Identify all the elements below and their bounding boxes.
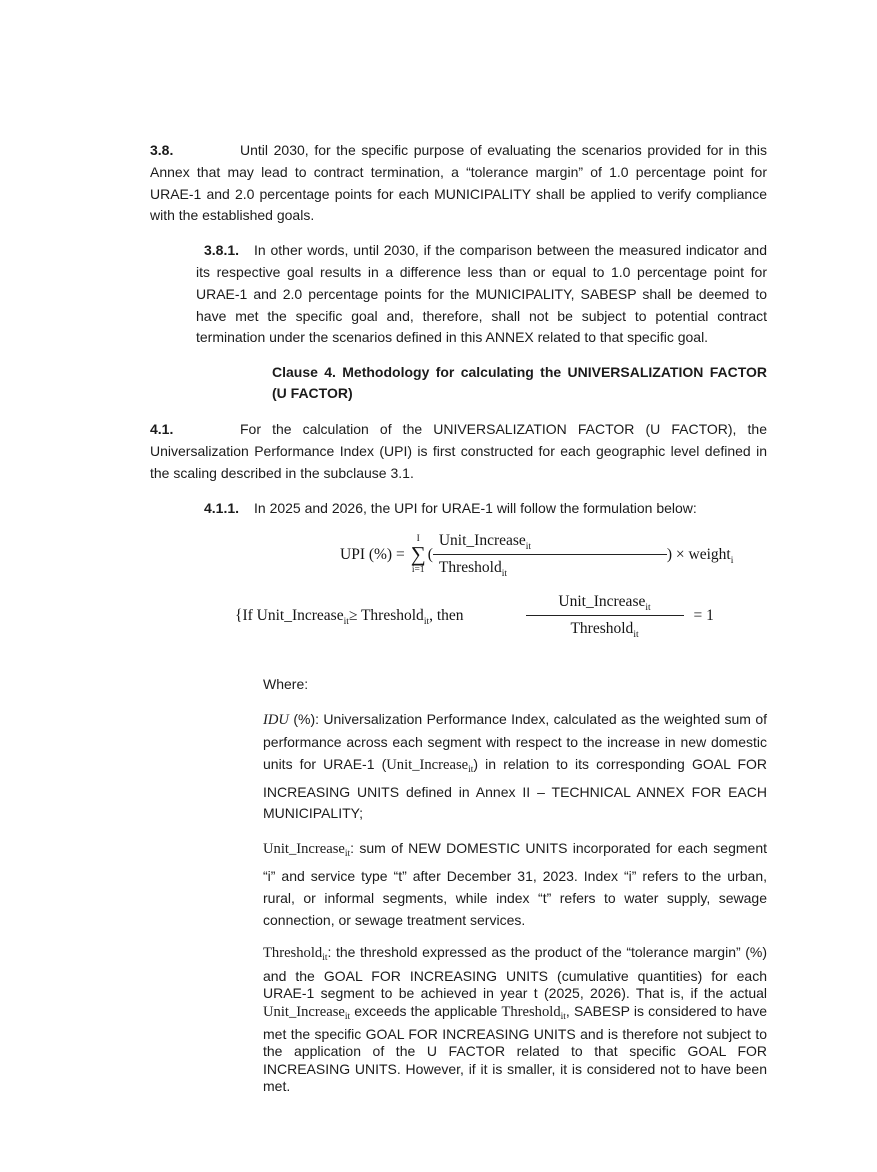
unit-increase-body: : sum of NEW DOMESTIC UNITS incorporated for each segment “i” and service type “t” after December 31, 2023. Index “i” refers to the urban, rural, or informal segments, while index “t” refers to water supply, sewage connection, or sewage treatment services. xyxy=(263,840,767,928)
idu-unit-increase-term: Unit_Increase xyxy=(386,756,469,773)
weight-term xyxy=(689,546,734,564)
condition-prefix xyxy=(235,607,464,625)
unit-increase-term: Unit_Increase xyxy=(263,841,345,858)
condition-subscript-1: it xyxy=(343,616,349,627)
condition-equals-one: = 1 xyxy=(693,606,714,624)
section-number-4-1-1: 4.1.1. xyxy=(204,499,240,516)
threshold-body-1: : the threshold expressed as the product of the “tolerance margin” (%) and the GOAL FOR INCREASING UNITS (cumulative quantities) for each URAE-1 segment to be achieved in year t (2025, 2026). That is, if the actual xyxy=(263,944,767,1002)
paragraph-3-8-1 xyxy=(196,240,767,349)
section-number-3-8: 3.8. xyxy=(150,142,174,158)
sigma-glyph: ∑ xyxy=(410,541,426,566)
times-sign: × xyxy=(675,545,685,563)
condition-numerator-term: Unit_Increase xyxy=(558,593,646,611)
paragraph-4-1 xyxy=(150,419,767,484)
paragraph-4-1-1 xyxy=(196,498,767,520)
threshold-body-2: exceeds the applicable xyxy=(350,1002,502,1019)
threshold-body-3: , SABESP is considered to have met the specific GOAL FOR INCREASING UNITS and is therefore not subject to the application of the U FACTOR related to that specific GOAL FOR INCREASING UNITS. However, if it is smaller, it is considered not to have been met. xyxy=(263,1002,767,1095)
paragraph-3-8 xyxy=(150,140,767,227)
fraction-denominator xyxy=(433,555,667,580)
threshold-subscript: it xyxy=(322,953,328,964)
fraction-numerator xyxy=(433,532,667,555)
upi-formula-fraction xyxy=(433,532,667,580)
clause-4-heading: Clause 4. Methodology for calculating the UNIVERSALIZATION FACTOR (U FACTOR) xyxy=(272,364,767,402)
definition-unit-increase xyxy=(263,838,767,931)
threshold-unit-increase-term: Unit_Increase xyxy=(263,1003,345,1020)
idu-unit-increase-subscript: it xyxy=(468,764,474,775)
summation-lower-limit: i=1 xyxy=(411,564,425,575)
threshold-term: Threshold xyxy=(263,945,323,962)
condition-fraction xyxy=(526,593,684,641)
condition-denominator-subscript: it xyxy=(633,630,639,641)
condition-denominator-term: Threshold xyxy=(570,620,634,638)
numerator-term: Unit_Increase xyxy=(438,532,526,550)
condition-denominator xyxy=(526,616,684,641)
condition-prefix-1: {If Unit_Increase xyxy=(235,606,344,624)
idu-term: IDU xyxy=(263,712,289,729)
condition-prefix-3: , then xyxy=(429,606,464,624)
summation-upper-limit: I xyxy=(416,533,420,544)
paragraph-3-8-text: Until 2030, for the specific purpose of evaluating the scenarios provided for in this Annex that may lead to contract termination, a “tolerance margin” of 1.0 percentage point for URAE-1 and 2.0 percentage points for each MUNICIPALITY shall be applied to verify compliance with the established goals. xyxy=(150,142,767,224)
upi-formula-close-paren: ) xyxy=(666,545,673,563)
denominator-term: Threshold xyxy=(438,559,502,577)
condition-formula xyxy=(235,593,767,641)
upi-formula-open-paren: ( xyxy=(427,545,433,563)
definitions-block xyxy=(263,674,767,1095)
where-label: Where: xyxy=(263,676,309,693)
condition-prefix-2: ≥ Threshold xyxy=(348,606,424,624)
unit-increase-subscript: it xyxy=(344,849,351,860)
numerator-subscript: it xyxy=(525,542,532,553)
document-content xyxy=(150,140,767,1109)
denominator-subscript: it xyxy=(501,569,507,580)
upi-formula-lhs: UPI (%) = xyxy=(340,545,405,563)
condition-numerator-subscript: it xyxy=(645,603,651,614)
condition-numerator xyxy=(526,593,684,616)
section-number-3-8-1: 3.8.1. xyxy=(204,242,240,259)
idu-body-1: (%): Universalization Performance Index, calculated as the weighted sum of performance across each segment with respect to the increase in new domestic units for URAE-1 ( xyxy=(263,711,767,772)
threshold-threshold-term: Threshold xyxy=(501,1003,561,1020)
weight-subscript: i xyxy=(730,555,734,566)
condition-subscript-2: it xyxy=(423,616,430,627)
paragraph-4-1-text: For the calculation of the UNIVERSALIZATION FACTOR (U FACTOR), the Universalization Performance Index (UPI) is first constructed for each geographic level defined in the scaling described in the subclause 3.1. xyxy=(150,421,767,481)
paragraph-4-1-1-text: In 2025 and 2026, the UPI for URAE-1 will follow the formulation below: xyxy=(254,499,697,516)
paragraph-3-8-1-text: In other words, until 2030, if the comparison between the measured indicator and its respective goal results in a difference less than or equal to 1.0 percentage point for URAE-1 and 2.0 percentage points for the MUNICIPALITY, SABESP shall be deemed to have met the specific goal and, therefore, shall not be subject to potential contract termination under the scenarios defined in this ANNEX related to that specific goal. xyxy=(196,242,767,346)
upi-formula xyxy=(340,532,767,580)
definition-idu xyxy=(263,709,767,825)
summation-symbol xyxy=(411,534,426,576)
threshold-unit-increase-subscript: it xyxy=(344,1011,351,1022)
idu-body-2: ) in relation to its corresponding GOAL FOR INCREASING UNITS defined in Annex II – TECHNICAL ANNEX FOR EACH MUNICIPALITY; xyxy=(263,755,767,822)
threshold-threshold-subscript: it xyxy=(560,1011,566,1022)
definition-threshold xyxy=(263,944,767,1095)
weight-base: weight xyxy=(688,545,731,563)
section-number-4-1: 4.1. xyxy=(150,421,174,438)
